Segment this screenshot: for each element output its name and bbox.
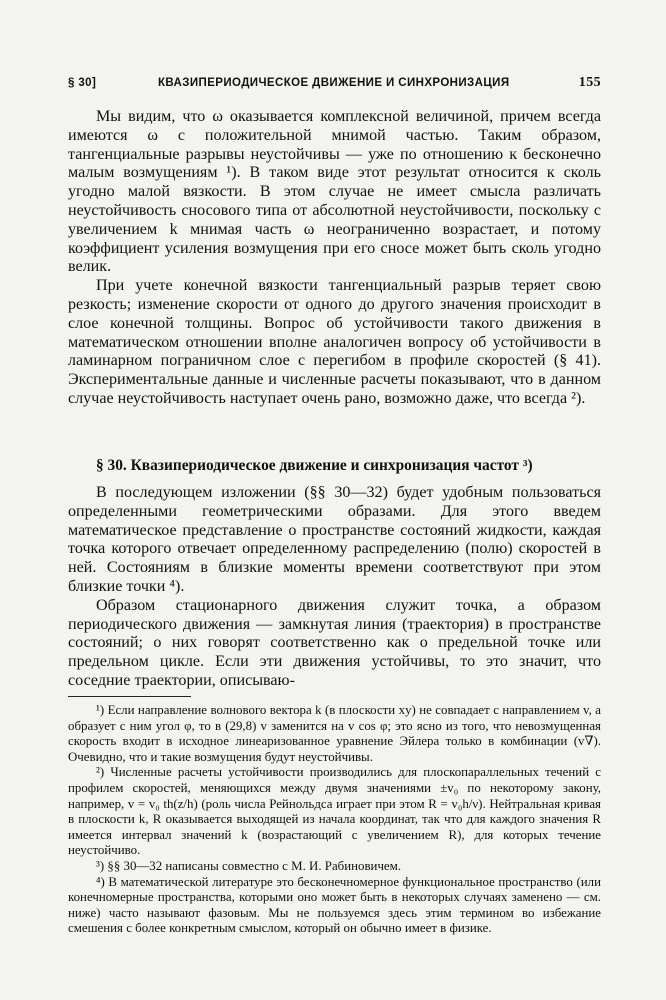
header-section-ref: § 30] <box>68 77 97 89</box>
body-text-top <box>68 108 601 409</box>
paragraph: Образом стационарного движения служит точка, а образом периодического движения — замкнутая линия (траектория) в пространстве состояний; о них говорят соответственно как о предельной точке или предельном цикле. Если эти движения устойчивы, то это значит, что соседние траектории, описываю- <box>68 596 601 689</box>
footnote: ¹) Если направление волнового вектора k (в плоскости xy) не совпадает с направлением v, а образует с ним угол φ, то в (29,8) v заменится на v cos φ; это ясно из того, что невозмущенная скорость входит в исходное линеаризованное уравнение Эйлера только в комбинации (v∇). Очевидно, что и такие возмущения будут неустойчивы. <box>68 703 601 764</box>
page-number: 155 <box>578 75 601 90</box>
footnote: ⁴) В математической литературе это бесконечномерное функциональное пространство (или конечномерные пространства, которыми оно может быть в некоторых случаях заменено — см. ниже) часто называют фазовым. Мы не пользуемся здесь этим термином во избежание смешения с более конкретным смыслом, который он обычно имеет в физике. <box>68 874 601 936</box>
paragraph: При учете конечной вязкости тангенциальный разрыв теряет свою резкость; изменение скорости от одного до другого значения происходит в слое конечной толщины. Вопрос об устойчивости такого движения в математическом отношении вполне аналогичен вопросу об устойчивости в ламинарном пограничном слое с перегибом в профиле скоростей (§ 41). Экспериментальные данные и численные расчеты показывают, что в данном случае неустойчивость наступает очень рано, возможно даже, что всегда ²). <box>68 277 601 407</box>
running-header <box>68 75 601 95</box>
paragraph: Мы видим, что ω оказывается комплексной величиной, причем всегда имеются ω с положительной мнимой частью. Таким образом, тангенциальные разрывы неустойчивы — уже по отношению к бесконечно малым возмущениям ¹). В таком виде этот результат относится к сколь угодно малой вязкости. В этом случае не имеет смысла различать неустойчивость сносового типа от абсолютной неустойчивости, поскольку с увеличением k мнимая часть ω неограниченно возрастает, и потому коэффициент усиления возмущения при его сносе может быть сколь угодно велик. <box>68 108 601 276</box>
section-heading: § 30. Квазипериодическое движение и синхронизация частот ³) <box>96 457 533 474</box>
header-title: КВАЗИПЕРИОДИЧЕСКОЕ ДВИЖЕНИЕ И СИНХРОНИЗАЦИЯ <box>158 77 510 89</box>
footnote-divider <box>68 696 191 697</box>
footnote: ²) Численные расчеты устойчивости производились для плоскопараллельных течений с профилем скоростей, меняющихся между двумя значениями ±v₀ по некоторому закону, например, v = v₀ th(z/h) (роль числа Рейнольдса играет при этом R = v₀h/ν). Нейтральная кривая в плоскости k, R оказывается выходящей из начала координат, так что для каждого значения R имеется интервал значений k (возрастающий с увеличением R), для которых течение неустойчиво. <box>68 765 601 858</box>
footnote: ³) §§ 30—32 написаны совместно с М. И. Рабиновичем. <box>96 858 402 873</box>
body-text-section <box>68 484 601 691</box>
paragraph: В последующем изложении (§§ 30—32) будет удобным пользоваться определенными геометрическими образами. Для этого введем математическое представление о пространстве состояний жидкости, каждая точка которого отвечает определенному распределению (полю) скоростей в ней. Состояниям в близкие моменты времени соответствуют при этом близкие точки ⁴). <box>68 484 601 595</box>
footnotes <box>68 703 601 937</box>
